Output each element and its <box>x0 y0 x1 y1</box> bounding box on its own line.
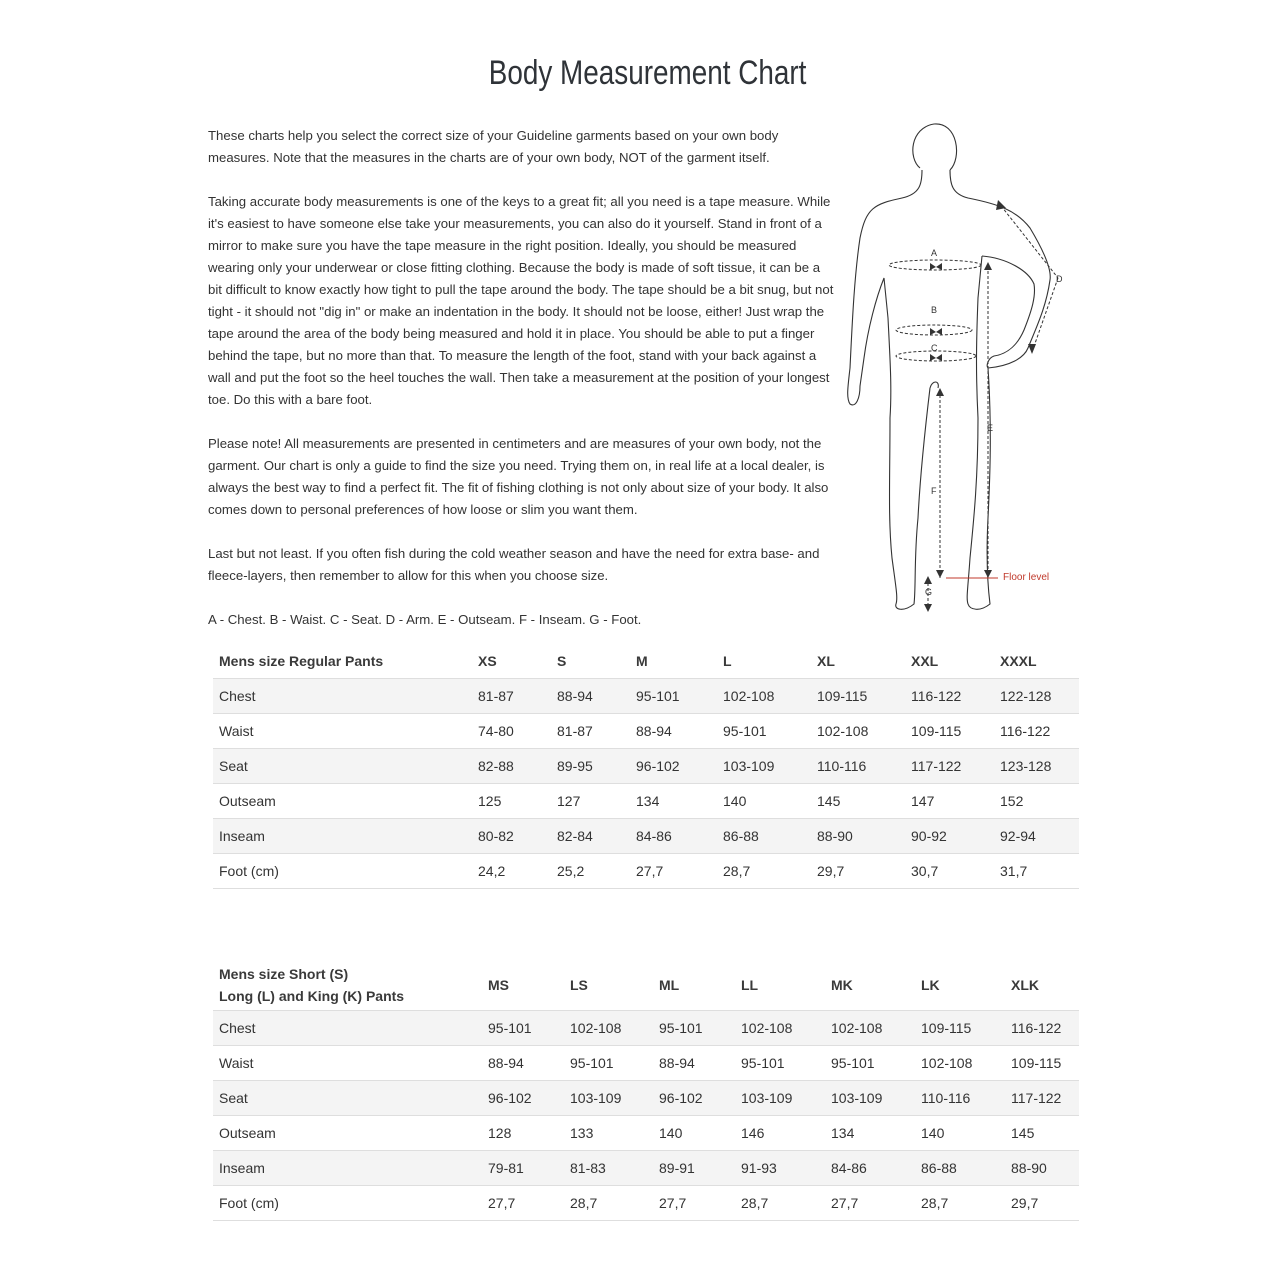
table-cell: 127 <box>551 784 630 819</box>
row-label: Outseam <box>213 1116 482 1151</box>
table-cell: 27,7 <box>653 1186 735 1221</box>
table-cell: 24,2 <box>472 854 551 889</box>
table-cell: 103-109 <box>825 1081 915 1116</box>
intro-paragraph: Please note! All measurements are presented in centimeters and are measures of your own body, not the garment. Our chart is only a guide to find the size you need. Trying them on, in real life at a local dealer, is always the best way to find a perfect fit. The fit of fishing clothing is not only about size of your body. It also comes down to personal preferences of how loose or slim you want them. <box>208 436 829 517</box>
table-cell: 88-94 <box>653 1046 735 1081</box>
table-row <box>213 714 1079 749</box>
table-cell: 90-92 <box>905 819 994 854</box>
label-c: C <box>931 343 938 353</box>
page-title: Body Measurement Chart <box>488 54 807 92</box>
size-header: ML <box>659 977 680 993</box>
table-cell: 116-122 <box>994 714 1079 749</box>
row-label: Foot (cm) <box>213 854 472 889</box>
table-cell: 91-93 <box>735 1151 825 1186</box>
table-cell: 82-84 <box>551 819 630 854</box>
table-cell: 102-108 <box>915 1046 1005 1081</box>
table-cell: 89-91 <box>653 1151 735 1186</box>
table-cell: 81-83 <box>564 1151 653 1186</box>
table-row <box>213 749 1079 784</box>
table-cell: 109-115 <box>811 679 905 714</box>
table-cell: 28,7 <box>717 854 811 889</box>
table-cell: 96-102 <box>482 1081 564 1116</box>
size-header: XXXL <box>1000 653 1037 669</box>
table-cell: 116-122 <box>905 679 994 714</box>
size-header: XLK <box>1011 977 1039 993</box>
intro-paragraph: Last but not least. If you often fish during the cold weather season and have the need for extra base- and fleece-layers, then remember to allow for this when you choose size. <box>208 546 820 583</box>
table-row <box>213 1011 1079 1046</box>
size-header: XXL <box>911 653 939 669</box>
table-cell: 102-108 <box>735 1011 825 1046</box>
table-header-row <box>213 644 1079 679</box>
measurement-bands <box>889 202 1058 612</box>
label-e: E <box>987 423 994 433</box>
table-cell: 31,7 <box>994 854 1079 889</box>
label-b: B <box>931 305 938 315</box>
row-label: Inseam <box>213 819 472 854</box>
table-cell: 88-94 <box>630 714 717 749</box>
arrow-marks <box>924 200 1036 612</box>
size-header: LK <box>921 977 940 993</box>
header-label <box>213 960 482 1011</box>
row-label: Chest <box>213 1011 482 1046</box>
table-cell: 88-90 <box>1005 1151 1079 1186</box>
header-label: Mens size Regular Pants <box>219 653 384 669</box>
row-label: Chest <box>213 679 472 714</box>
size-header: M <box>636 653 648 669</box>
table-cell: 80-82 <box>472 819 551 854</box>
table-cell: 81-87 <box>472 679 551 714</box>
table-cell: 28,7 <box>564 1186 653 1221</box>
table-row <box>213 1046 1079 1081</box>
table-cell: 110-116 <box>915 1081 1005 1116</box>
table-cell: 25,2 <box>551 854 630 889</box>
table-cell: 103-109 <box>717 749 811 784</box>
label-f: F <box>931 486 937 496</box>
label-a: A <box>931 248 938 258</box>
table-cell: 29,7 <box>1005 1186 1079 1221</box>
table-cell: 95-101 <box>564 1046 653 1081</box>
row-label: Waist <box>213 1046 482 1081</box>
table-row <box>213 1186 1079 1221</box>
table-cell: 96-102 <box>653 1081 735 1116</box>
table-cell: 109-115 <box>905 714 994 749</box>
table-row <box>213 1116 1079 1151</box>
table-row <box>213 784 1079 819</box>
table-header-row <box>213 960 1079 1011</box>
label-d: D <box>1056 274 1063 284</box>
table-cell: 86-88 <box>717 819 811 854</box>
table-cell: 27,7 <box>482 1186 564 1221</box>
size-header: XL <box>817 653 835 669</box>
table-cell: 95-101 <box>735 1046 825 1081</box>
measurement-legend: A - Chest. B - Waist. C - Seat. D - Arm. E - Outseam. F - Inseam. G - Foot. <box>208 612 642 627</box>
table-cell: 28,7 <box>735 1186 825 1221</box>
row-label: Inseam <box>213 1151 482 1186</box>
size-header: LS <box>570 977 588 993</box>
table-cell: 81-87 <box>551 714 630 749</box>
short-long-king-pants-size-table <box>213 960 1079 1221</box>
table-cell: 145 <box>1005 1116 1079 1151</box>
size-header: MS <box>488 977 509 993</box>
table-cell: 125 <box>472 784 551 819</box>
row-label: Waist <box>213 714 472 749</box>
table-cell: 95-101 <box>630 679 717 714</box>
table-cell: 128 <box>482 1116 564 1151</box>
table-cell: 92-94 <box>994 819 1079 854</box>
table-row <box>213 1151 1079 1186</box>
table-cell: 109-115 <box>1005 1046 1079 1081</box>
intro-paragraph: These charts help you select the correct size of your Guideline garments based on your own body measures. Note that the measures in the charts are of your own body, NOT of the garment itself. <box>208 128 779 165</box>
table-cell: 134 <box>630 784 717 819</box>
table-cell: 140 <box>717 784 811 819</box>
table-row <box>213 1081 1079 1116</box>
body-measurement-diagram <box>838 118 1068 618</box>
table-cell: 140 <box>653 1116 735 1151</box>
table-cell: 123-128 <box>994 749 1079 784</box>
table-row <box>213 679 1079 714</box>
table-cell: 103-109 <box>735 1081 825 1116</box>
table-cell: 102-108 <box>811 714 905 749</box>
size-header: L <box>723 653 732 669</box>
table-cell: 103-109 <box>564 1081 653 1116</box>
table-cell: 95-101 <box>825 1046 915 1081</box>
intro-text <box>208 125 834 653</box>
row-label: Seat <box>213 749 472 784</box>
intro-paragraph: Taking accurate body measurements is one of the keys to a great fit; all you need is a tape measure. While it's easiest to have someone else take your measurements, you can also do it yourself. Stand in front of a mirror to make sure you have the tape measure in the right position. Ideally, you should be measured wearing only your underwear or close fitting clothing. Because the body is made of soft tissue, it can be a bit difficult to know exactly how tight to pull the tape around the body. The tape should be a bit snug, but not tight - it should not "dig in" or make an indentation in the body. It should not be loose, either! Just wrap the tape around the area of the body being measured and hold it in place. You should be able to put a finger behind the tape, but no more than that. To measure the length of the foot, stand with your back against a wall and put the foot so the heel touches the wall. Then take a measurement at the position of your longest toe. Do this with a bare foot. <box>208 194 834 407</box>
table-cell: 134 <box>825 1116 915 1151</box>
label-g: G <box>925 587 933 597</box>
table-cell: 84-86 <box>825 1151 915 1186</box>
table-cell: 147 <box>905 784 994 819</box>
body-outline <box>848 124 1051 609</box>
header-label-line: Mens size Short (S) <box>219 966 349 982</box>
table-row <box>213 819 1079 854</box>
size-header: LL <box>741 977 759 993</box>
table-cell: 117-122 <box>905 749 994 784</box>
row-label: Outseam <box>213 784 472 819</box>
table-cell: 96-102 <box>630 749 717 784</box>
table-cell: 116-122 <box>1005 1011 1079 1046</box>
table-cell: 95-101 <box>717 714 811 749</box>
size-header: S <box>557 653 567 669</box>
table-cell: 86-88 <box>915 1151 1005 1186</box>
table-cell: 88-90 <box>811 819 905 854</box>
table-cell: 122-128 <box>994 679 1079 714</box>
table-row <box>213 854 1079 889</box>
table-cell: 140 <box>915 1116 1005 1151</box>
table-cell: 84-86 <box>630 819 717 854</box>
table-cell: 110-116 <box>811 749 905 784</box>
size-header: MK <box>831 977 853 993</box>
table-cell: 146 <box>735 1116 825 1151</box>
table-cell: 88-94 <box>482 1046 564 1081</box>
table-cell: 82-88 <box>472 749 551 784</box>
size-header: XS <box>478 653 497 669</box>
table-cell: 102-108 <box>717 679 811 714</box>
table-cell: 152 <box>994 784 1079 819</box>
table-cell: 102-108 <box>825 1011 915 1046</box>
table-cell: 27,7 <box>825 1186 915 1221</box>
table-cell: 109-115 <box>915 1011 1005 1046</box>
regular-pants-size-table <box>213 644 1079 889</box>
table-cell: 145 <box>811 784 905 819</box>
row-label: Seat <box>213 1081 482 1116</box>
table-cell: 27,7 <box>630 854 717 889</box>
table-cell: 102-108 <box>564 1011 653 1046</box>
table-cell: 79-81 <box>482 1151 564 1186</box>
floor-level-label: Floor level <box>1003 572 1050 583</box>
table-cell: 133 <box>564 1116 653 1151</box>
table-cell: 89-95 <box>551 749 630 784</box>
table-cell: 95-101 <box>482 1011 564 1046</box>
table-cell: 29,7 <box>811 854 905 889</box>
table-cell: 88-94 <box>551 679 630 714</box>
row-label: Foot (cm) <box>213 1186 482 1221</box>
table-cell: 117-122 <box>1005 1081 1079 1116</box>
table-cell: 95-101 <box>653 1011 735 1046</box>
table-cell: 28,7 <box>915 1186 1005 1221</box>
table-cell: 30,7 <box>905 854 994 889</box>
table-cell: 74-80 <box>472 714 551 749</box>
header-label-line: Long (L) and King (K) Pants <box>219 988 405 1004</box>
